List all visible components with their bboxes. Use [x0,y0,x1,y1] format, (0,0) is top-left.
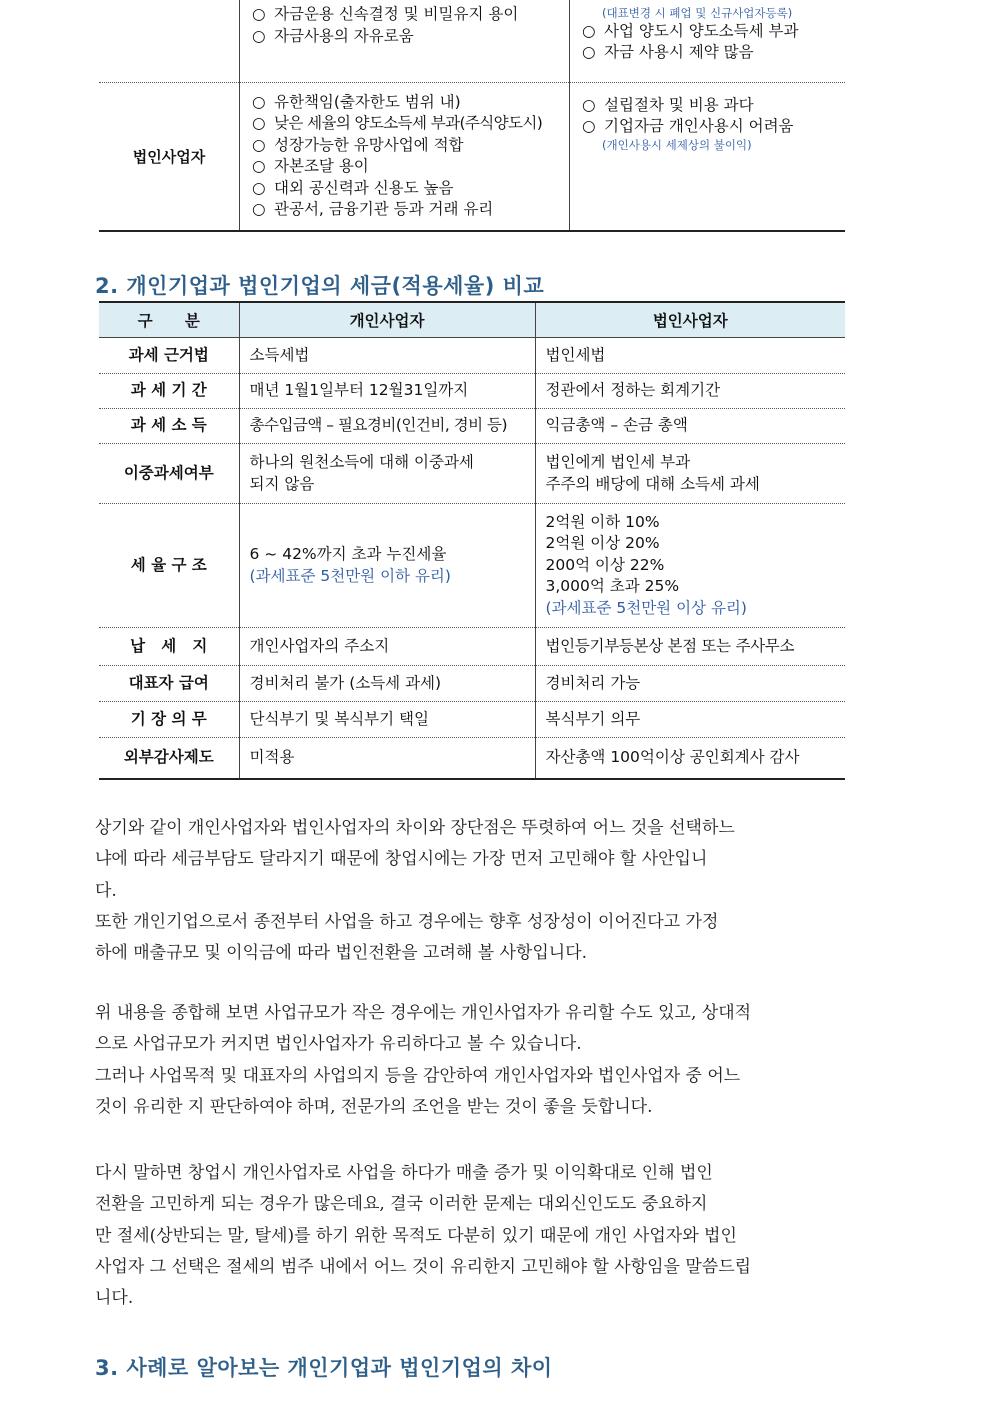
table-row [99,82,845,231]
table-row [99,666,845,702]
list-item: ○ 자본조달 용이 [252,157,369,176]
individual-cell: 경비처리 불가 (소득세 과세) [239,666,535,702]
row-label: 납 세 지 [99,628,239,666]
corporate-cell: 법인등기부등본상 본점 또는 주사무소 [535,628,845,666]
individual-note: (과세표준 5천만원 이하 유리) [249,566,451,585]
individual-cell: 소득세법 [239,338,535,374]
column-header: 개인사업자 [239,302,535,338]
row-label: 과 세 소 득 [99,409,239,444]
table-row [99,338,845,374]
individual-cell: 총수입금액 – 필요경비(인건비, 경비 등) [239,409,535,444]
section-2-heading: 2. 개인기업과 법인기업의 세금(적용세율) 비교 [95,274,545,298]
cons-note: (개인사용시 세제상의 불이익) [602,137,752,152]
list-item: ○ 사업 양도시 양도소득세 부과 [582,21,799,40]
table-row [99,628,845,666]
cons-cell [570,0,846,82]
row-label: 과세 근거법 [99,338,239,374]
individual-cell: 미적용 [239,738,535,779]
pros-cell [240,0,570,82]
individual-cell: 개인사업자의 주소지 [239,628,535,666]
list-item: ○ 자금사용의 자유로움 [252,26,414,45]
table-row [99,374,845,409]
cons-note: (대표변경 시 폐업 및 신규사업자등록) [602,5,793,20]
row-label: 세 율 구 조 [99,504,239,628]
corporate-cell: 자산총액 100억이상 공인회계사 감사 [535,738,845,779]
corporate-cell: 익금총액 – 손금 총액 [535,409,845,444]
table-header-row [99,302,845,338]
cons-cell [570,82,846,231]
tax-comparison-table [99,301,845,780]
row-label: 이중과세여부 [99,444,239,504]
section-3-heading: 3. 사례로 알아보는 개인기업과 법인기업의 차이 [95,1356,553,1380]
list-item: ○ 낮은 세율의 양도소득세 부과(주식양도시) [252,114,543,133]
individual-cell: 단식부기 및 복식부기 택일 [239,702,535,738]
corporate-cell: 법인세법 [535,338,845,374]
pros-cell [240,82,570,231]
row-label: 법인사업자 [99,82,240,231]
row-label: 기 장 의 무 [99,702,239,738]
list-item: ○ 설립절차 및 비용 과다 [582,95,754,114]
column-header: 법인사업자 [535,302,845,338]
paragraph: 상기와 같이 개인사업자와 법인사업자의 차이와 장단점은 뚜렷하여 어느 것을 선택하느 냐에 따라 세금부담도 달라지기 때문에 창업시에는 가장 먼저 고민해야 할 사안입니 다. 또한 개인기업으로서 종전부터 사업을 하고 경우에는 향후 성장성이 이어진다고 가정 하에 매출규모 및 이익금에 따라 법인전환을 고려해 볼 사항입니다. [95,818,735,964]
list-item: ○ 자금 사용시 제약 많음 [582,43,754,62]
corporate-note: (과세표준 5천만원 이상 유리) [545,598,747,617]
corporate-cell: 경비처리 가능 [535,666,845,702]
paragraph: 위 내용을 종합해 보면 사업규모가 작은 경우에는 개인사업자가 유리할 수도 있고, 상대적 으로 사업규모가 커지면 법인사업자가 유리하다고 볼 수 있습니다. 그러나 사업목적 및 대표자의 사업의지 등을 감안하여 개인사업자와 법인사업자 중 어느 것이 유리한 지 판단하여야 하며, 전문가의 조언을 받는 것이 좋을 듯합니다. [95,1003,752,1117]
paragraph: 다시 말하면 창업시 개인사업자로 사업을 하다가 매출 증가 및 이익확대로 인해 법인 전환을 고민하게 되는 경우가 많은데요, 결국 이러한 문제는 대외신인도도 중요하지 만 절세(상반되는 말, 탈세)를 하기 위한 목적도 다분히 있기 때문에 개인 사업자와 법인 사업자 그 선택은 절세의 범주 내에서 어느 것이 유리한지 고민해야 할 사항임을 말씀드립 니다. [95,1163,752,1309]
row-label [99,0,240,82]
individual-cell: 하나의 원천소득에 대해 이중과세 되지 않음 [239,444,535,504]
table-row [99,0,845,82]
corporate-cell: 복식부기 의무 [535,702,845,738]
corporate-cell: 2억원 이하 10% 2억원 이상 20% 200억 이상 22% 3,000억 초과 25% (과세표준 5천만원 이상 유리) [535,504,845,628]
individual-cell: 6 ~ 42%까지 초과 누진세율 (과세표준 5천만원 이하 유리) [239,504,535,628]
individual-cell: 매년 1월1일부터 12월31일까지 [239,374,535,409]
list-item: ○ 관공서, 금융기관 등과 거래 유리 [252,200,494,219]
list-item: ○ 유한책임(출자한도 범위 내) [252,92,461,111]
row-label: 대표자 급여 [99,666,239,702]
row-label: 과 세 기 간 [99,374,239,409]
table-row [99,504,845,628]
column-header: 구 분 [99,302,239,338]
row-label: 외부감사제도 [123,748,214,766]
table-row [99,444,845,504]
list-item: ○ 기업자금 개인사용시 어려움 [582,117,794,135]
table-row [99,702,845,738]
list-item: ○ 자금운용 신속결정 및 비밀유지 용이 [252,5,519,24]
table-row [99,409,845,444]
list-item: ○ 성장가능한 유망사업에 적합 [252,135,464,154]
list-item: ○ 대외 공신력과 신용도 높음 [252,178,454,197]
business-type-pros-cons-table [99,0,845,232]
table-row [99,738,845,779]
corporate-cell: 법인에게 법인세 부과 주주의 배당에 대해 소득세 과세 [535,444,845,504]
corporate-cell: 정관에서 정하는 회계기간 [535,374,845,409]
